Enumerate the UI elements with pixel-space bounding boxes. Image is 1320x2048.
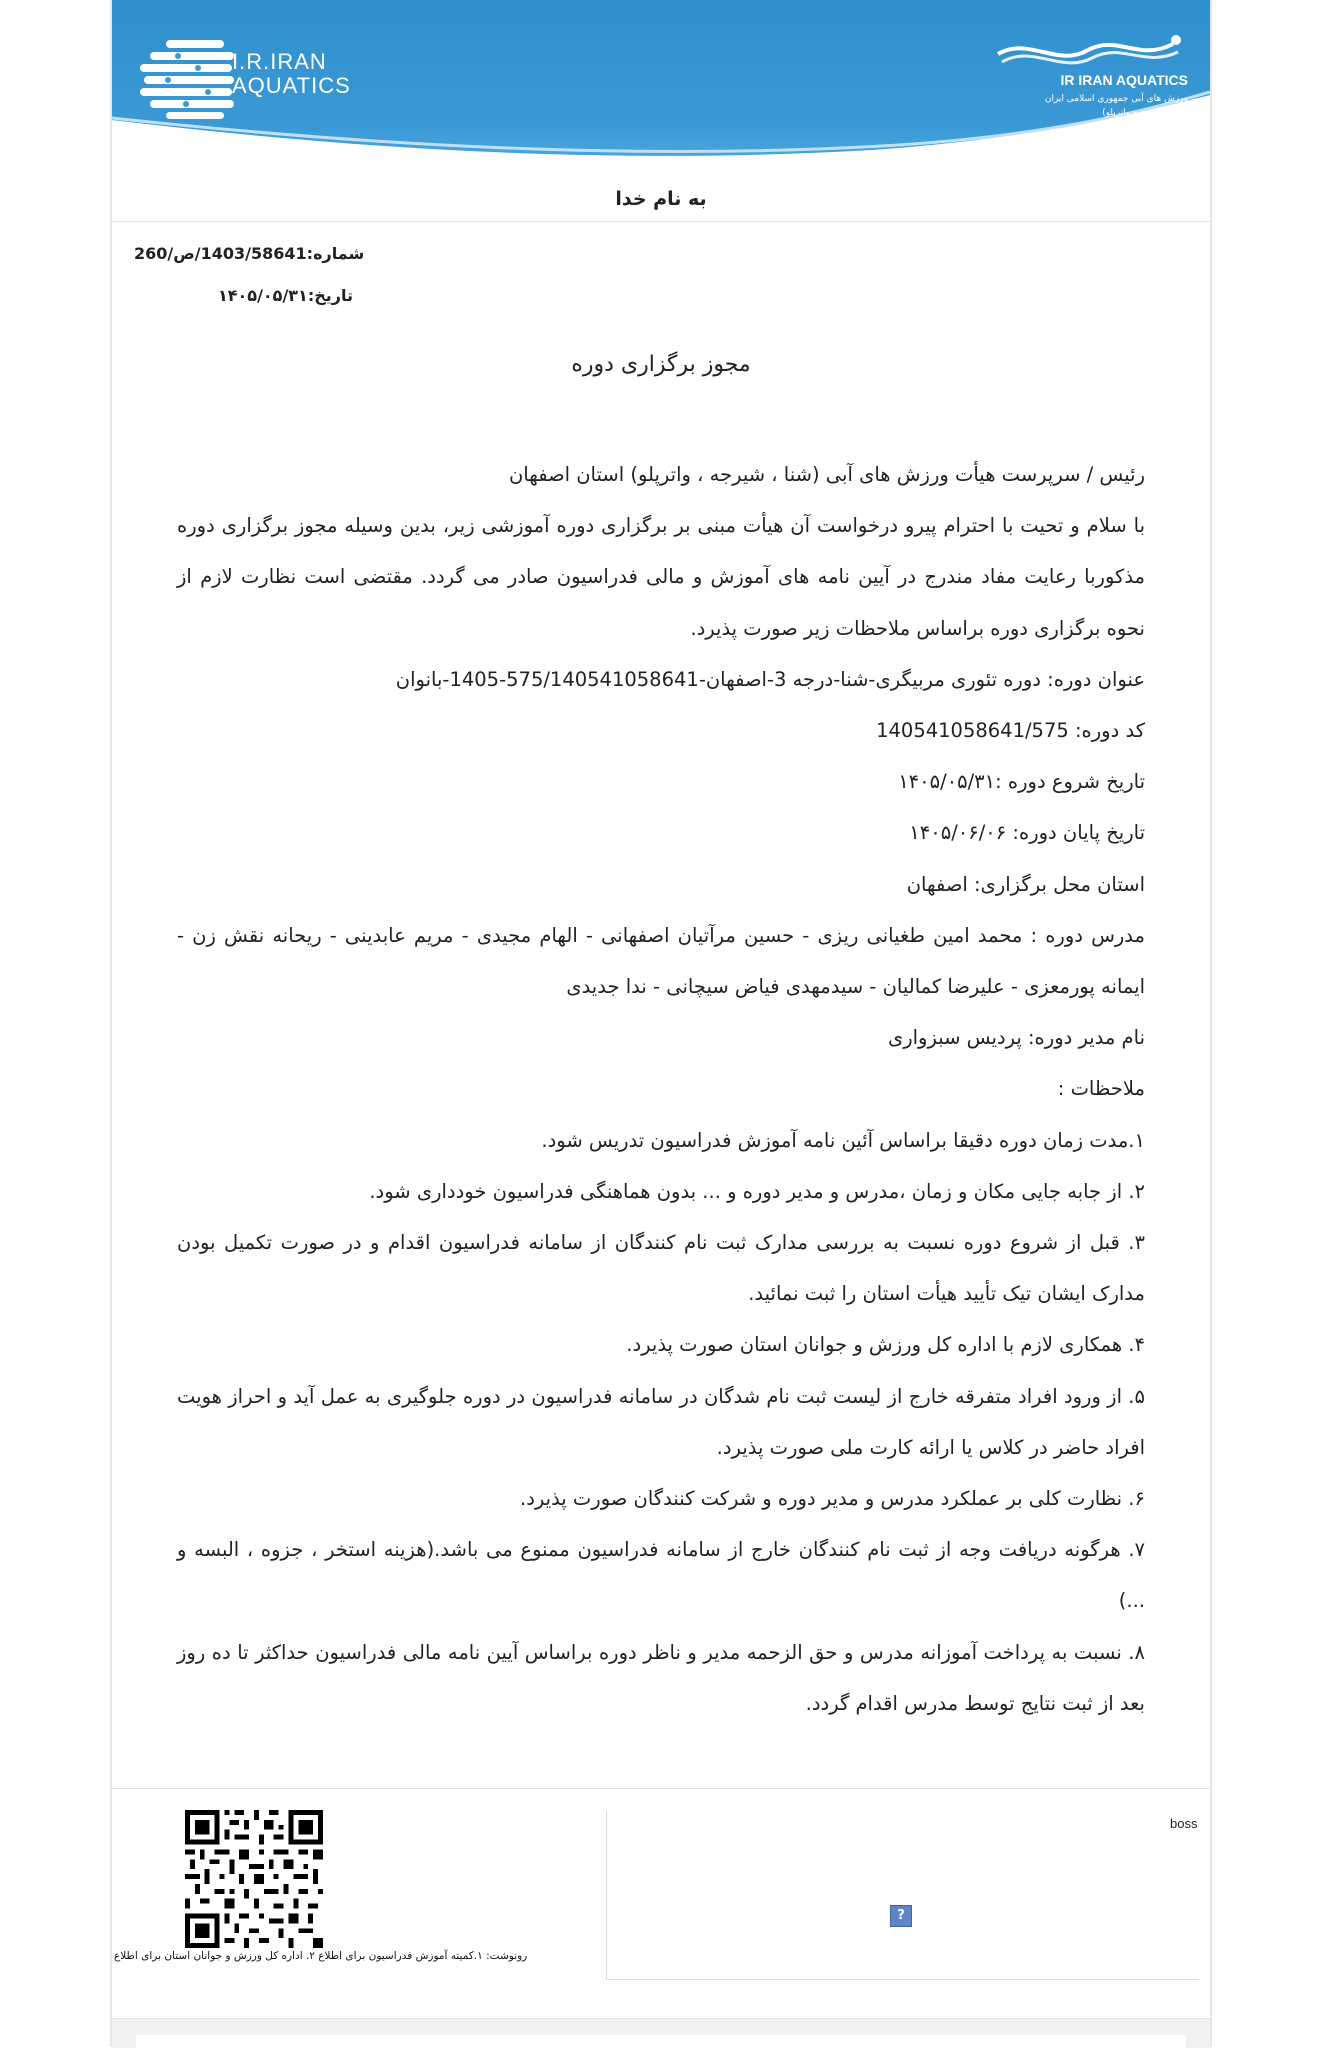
basmala-heading: به نام خدا bbox=[112, 185, 1210, 222]
course-title: عنوان دوره: دوره تئوری مربیگری-شنا-درجه 3-اصفهان-575/140541058641-1405-بانوان bbox=[395, 667, 1145, 691]
note-item: ۲. از جابه جایی مکان و زمان ،مدرس و مدیر دوره و ... بدون هماهنگی فدراسیون خودداری شود. bbox=[369, 1179, 1145, 1203]
logo-right-subtitle-1: ورزش های آبی جمهوری اسلامی ایران bbox=[1044, 94, 1188, 104]
footer-divider bbox=[112, 1788, 1210, 1789]
iran-aquatics-logo-right bbox=[988, 32, 1188, 124]
logo-right-title: IR IRAN AQUATICS bbox=[1060, 72, 1188, 88]
next-page-preview bbox=[112, 2018, 1210, 2048]
course-instructors: مدرس دوره : محمد امین طغیانی ریزی - حسین مرآتیان اصفهانی - الهام مجیدی - مریم عابدینی - ریحانه نقش زن - ایمانه پورمعزی - علیرضا کمالیان - سیدمهدی فیاض سیچانی - ندا جدیدی bbox=[177, 923, 1145, 999]
qr-code[interactable] bbox=[184, 1810, 324, 1948]
note-item: ۶. نظارت کلی بر عملکرد مدرس و مدیر دوره و شرکت کنندگان صورت پذیرد. bbox=[520, 1487, 1145, 1511]
letterhead-banner bbox=[112, 0, 1210, 185]
logo-left-line1: I.R.IRAN bbox=[232, 49, 327, 74]
swimmer-wave-icon bbox=[988, 32, 1188, 72]
letter-body bbox=[177, 449, 1145, 1729]
logo-left-line2: AQUATICS bbox=[232, 73, 351, 98]
note-item: ۱.مدت زمان دوره دقیقا براساس آئین نامه آموزش فدراسیون تدریس شود. bbox=[541, 1128, 1145, 1152]
next-page-sheet bbox=[136, 2035, 1186, 2048]
note-item: ۴. همکاری لازم با اداره کل ورزش و جوانان استان صورت پذیرد. bbox=[626, 1333, 1145, 1357]
note-item: ۳. قبل از شروع دوره نسبت به بررسی مدارک ثبت نام کنندگان از سامانه فدراسیون اقدام و در صورت تکمیل بودن مدارک ایشان تیک تأیید هیأت استان را ثبت نمائید. bbox=[177, 1231, 1145, 1306]
course-manager: نام مدیر دوره: پردیس سبزواری bbox=[887, 1026, 1145, 1050]
intro-paragraph: با سلام و تحیت با احترام پیرو درخواست آن هیأت مبنی بر برگزاری دوره آموزشی زیر، بدین وسیله مجوز برگزاری دوره مذکوربا رعایت مفاد مندرج در آیین نامه های آموزش و مالی فدراسیون صادر می گردد. مقتضی است نظارت لازم از نحوه برگزاری دوره براساس ملاحظات زیر صورت پذیرد. bbox=[177, 514, 1145, 640]
recipient-line: رئیس / سرپرست هیأت ورزش های آبی (شنا ، شیرجه ، واترپلو) استان اصفهان bbox=[508, 463, 1145, 486]
letter-date: تاریخ:۱۴۰۵/۰۵/۳۱ bbox=[218, 286, 353, 305]
course-code: کد دوره: 140541058641/575 bbox=[876, 719, 1145, 743]
notes-heading: ملاحظات : bbox=[1057, 1077, 1145, 1101]
signature-box bbox=[606, 1811, 1199, 1980]
course-start-date: تاریخ شروع دوره :۱۴۰۵/۰۵/۳۱ bbox=[898, 770, 1145, 794]
logo-right-subtitle-2: (شنا، شیرجه و واترپلو) bbox=[1102, 108, 1188, 118]
carbon-copy-note: رونوشت: ۱.کمیته آموزش فدراسیون برای اطلاع ۲. اداره کل ورزش و جوانان استان برای اطلاع bbox=[114, 1950, 528, 1962]
note-item: ۵. از ورود افراد متفرقه خارج از لیست ثبت نام شدگان در سامانه فدراسیون در دوره جلوگیری به عمل آید و احراز هویت افراد حاضر در کلاس یا ارائه کارت ملی صورت پذیرد. bbox=[177, 1384, 1145, 1459]
signature-label: boss bbox=[1170, 1816, 1198, 1831]
document-page bbox=[110, 0, 1212, 2047]
course-province: استان محل برگزاری: اصفهان bbox=[906, 872, 1145, 896]
broken-signature-image-icon[interactable]: ? bbox=[890, 1905, 912, 1927]
note-item: ۷. هرگونه دریافت وجه از ثبت نام کنندگان خارج از سامانه فدراسیون ممنوع می باشد.(هزینه استخر ، جزوه ، البسه و ...) bbox=[177, 1538, 1145, 1613]
document-title: مجوز برگزاری دوره bbox=[571, 352, 751, 377]
course-end-date: تاریخ پایان دوره: ۱۴۰۵/۰۶/۰۶ bbox=[909, 821, 1145, 845]
note-item: ۸. نسبت به پرداخت آموزانه مدرس و حق الزحمه مدیر و ناظر دوره براساس آیین نامه مالی فدراسیون حداکثر تا ده روز بعد از ثبت نتایج توسط مدرس اقدام گردد. bbox=[177, 1640, 1145, 1715]
logo-left-text bbox=[232, 50, 351, 98]
letter-number: شماره:1403/58641/ص/260 bbox=[134, 244, 365, 263]
